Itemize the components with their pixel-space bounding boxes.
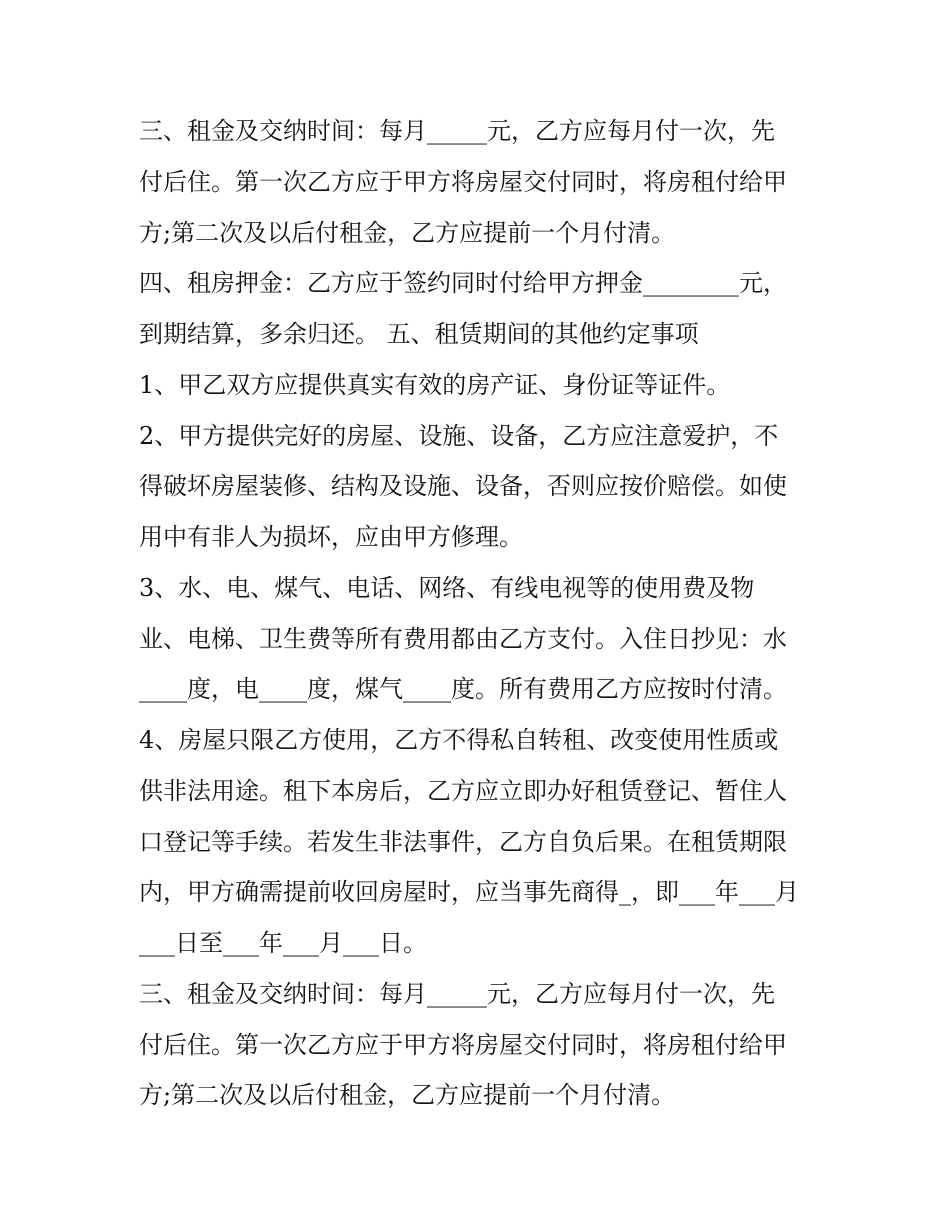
text-line: ____度，电____度，煤气____度。所有费用乙方应按时付清。 [139, 675, 787, 704]
text-line: ___日至___年___月___日。 [139, 929, 427, 957]
text-line: 业、电梯、卫生费等所有费用都由乙方支付。入住日抄见：水 [139, 624, 787, 653]
document-body [139, 106, 819, 1121]
text-line: 3、水、电、煤气、电话、网络、有线电视等的使用费及物 [139, 573, 755, 602]
text-line: 方;第二次及以后付租金，乙方应提前一个月付清。 [139, 218, 676, 247]
text-line: 四、租房押金：乙方应于签约同时付给甲方押金________元， [139, 269, 787, 298]
text-line: 到期结算，多余归还。 五、租赁期间的其他约定事项 [139, 320, 699, 348]
text-line: 三、租金及交纳时间：每月_____元，乙方应每月付一次，先 [139, 117, 775, 145]
text-line: 供非法用途。租下本房后，乙方应立即办好租赁登记、暂住人 [139, 776, 787, 805]
text-line: 4、房屋只限乙方使用，乙方不得私自转租、改变使用性质或 [139, 726, 779, 754]
text-line: 三、租金及交纳时间：每月_____元，乙方应每月付一次，先 [139, 979, 775, 1008]
text-line: 方;第二次及以后付租金，乙方应提前一个月付清。 [139, 1081, 676, 1110]
text-line: 内，甲方确需提前收回房屋时，应当事先商得_，即___年___月 [139, 878, 799, 907]
text-line: 2、甲方提供完好的房屋、设施、设备，乙方应注意爱护，不 [139, 421, 779, 450]
text-line: 付后住。第一次乙方应于甲方将房屋交付同时，将房租付给甲 [139, 167, 787, 196]
text-line: 得破坏房屋装修、结构及设施、设备，否则应按价赔偿。如使 [139, 472, 787, 501]
text-line: 1、甲乙双方应提供真实有效的房产证、身份证等证件。 [139, 370, 731, 399]
text-line: 用中有非人为损坏，应由甲方修理。 [139, 523, 523, 551]
text-line: 口登记等手续。若发生非法事件，乙方自负后果。在租赁期限 [139, 827, 787, 856]
text-line: 付后住。第一次乙方应于甲方将房屋交付同时，将房租付给甲 [139, 1030, 787, 1059]
